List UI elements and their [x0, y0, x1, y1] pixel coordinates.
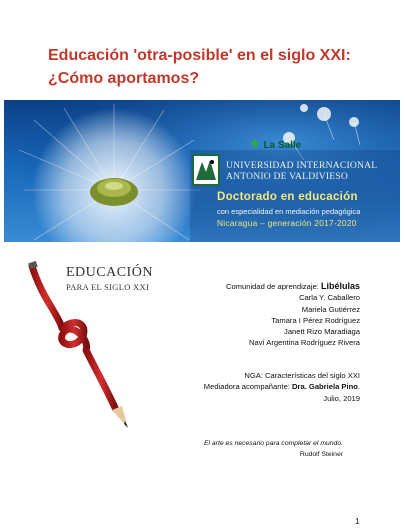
- mediator-label: Mediadora acompañante:: [203, 382, 290, 392]
- quote-block: [204, 438, 343, 460]
- course-date: Julio, 2019: [323, 393, 360, 403]
- university-name-line-1: UNIVERSIDAD INTERNACIONAL: [226, 160, 378, 171]
- book-title-line-1: EDUCACIÓN: [66, 265, 153, 280]
- program-generation: Nicaragua – generación 2017-2020: [217, 218, 357, 228]
- university-crest-icon: [192, 154, 220, 186]
- mediator-line: [204, 381, 360, 392]
- member-name: Janett Rizo Maradiaga: [284, 327, 360, 337]
- course-block: [204, 370, 360, 404]
- quote-author: Rudolf Steiner: [299, 451, 343, 458]
- member-name: Carla Y. Caballero: [299, 293, 360, 303]
- member-name: Naví Argentina Rodríguez Rivera: [248, 338, 360, 348]
- page-number: 1: [355, 517, 360, 526]
- community-name: Libélulas: [320, 281, 360, 291]
- document-title: [48, 44, 378, 90]
- member-name: Mariela Gutiérrez: [301, 304, 360, 314]
- star-icon: ★: [249, 136, 261, 151]
- program-title: Doctorado en educación: [217, 191, 358, 203]
- community-heading: [226, 281, 360, 292]
- community-label: Comunidad de aprendizaje:: [225, 282, 319, 291]
- lasalle-brand: La Salle: [263, 140, 302, 151]
- university-name-line-2: ANTONIO DE VALDIVIESO: [226, 170, 348, 182]
- mediator-name: Dra. Gabriela Pino: [292, 382, 358, 392]
- course-nga: NGA: Características del siglo XXI: [244, 371, 360, 380]
- program-subtitle: con especialidad en mediación pedagógica: [217, 207, 361, 216]
- title-line-1: Educación 'otra-posible' en el siglo XXI:: [48, 47, 351, 64]
- lasalle-logo: [249, 136, 301, 152]
- mediator-period: .: [357, 382, 360, 392]
- university-name: [226, 161, 377, 182]
- book-title-line-2: PARA EL SIGLO XXI: [66, 282, 150, 292]
- member-name: Tamara I Pérez Rodríguez: [271, 315, 360, 325]
- quote-text: El arte es necesario para completar el mundo.: [203, 440, 343, 447]
- title-line-2: ¿Cómo aportamos?: [48, 70, 200, 87]
- community-block: [226, 281, 360, 349]
- book-title: [66, 265, 153, 292]
